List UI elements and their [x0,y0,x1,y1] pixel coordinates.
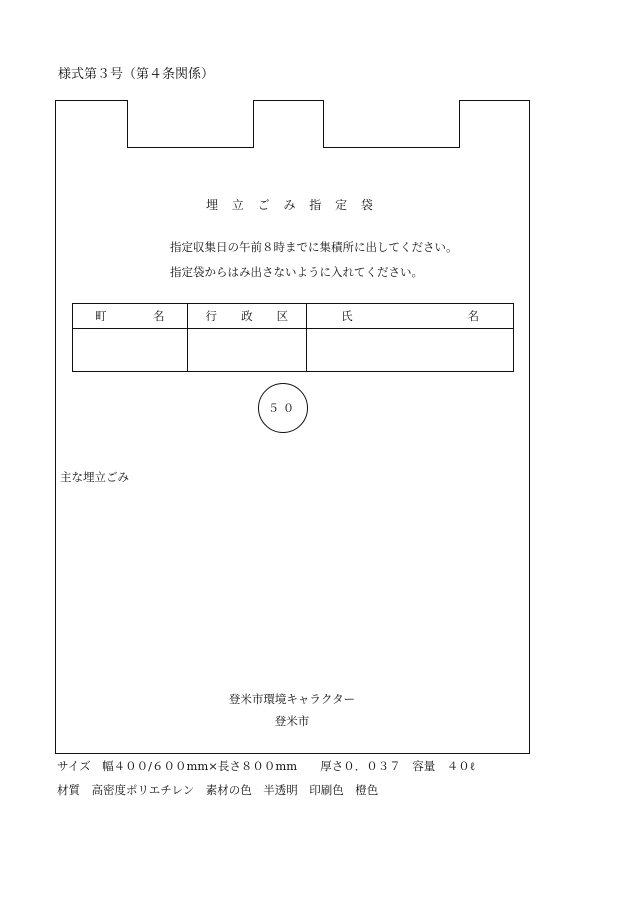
size-spec-line: サイズ 幅４００/６００mm×長さ８００mm 厚さ０．０３７ 容量 ４０ℓ [57,759,476,773]
header-district-char-2: 政 [241,309,253,323]
table-entry-row [73,329,514,372]
district-field[interactable] [187,329,307,372]
table-header-row [73,304,514,329]
town-name-field[interactable] [73,329,188,372]
header-town-char-2: 名 [153,309,165,323]
bag-title: 埋 立 ご み 指 定 袋 [206,198,378,212]
owner-info-table [72,303,514,372]
instruction-no-overflow: 指定袋からはみ出さないように入れてください。 [170,265,423,279]
bag-size-number: ５０ [268,402,298,415]
header-name-char-2: 名 [467,309,479,323]
instruction-collection-time: 指定収集日の午前８時までに集積所に出してください。 [170,240,458,254]
header-person-name [307,304,514,329]
person-name-field[interactable] [307,329,514,372]
header-district-char-1: 行 [205,309,218,323]
form-number-label: 様式第３号（第４条関係） [58,67,215,82]
city-name-label: 登米市 [274,714,310,728]
header-town-char-1: 町 [95,309,107,323]
environment-character-label: 登米市環境キャラクター [228,692,356,706]
header-district-char-3: 区 [276,309,289,323]
bag-size-circle [258,383,308,433]
material-spec-line: 材質 高密度ポリエチレン 素材の色 半透明 印刷色 橙色 [57,783,379,797]
header-town-name [73,304,188,329]
main-waste-label: 主な埋立ごみ [60,470,129,484]
header-administrative-district [187,304,307,329]
header-name-char-1: 氏 [341,309,353,323]
